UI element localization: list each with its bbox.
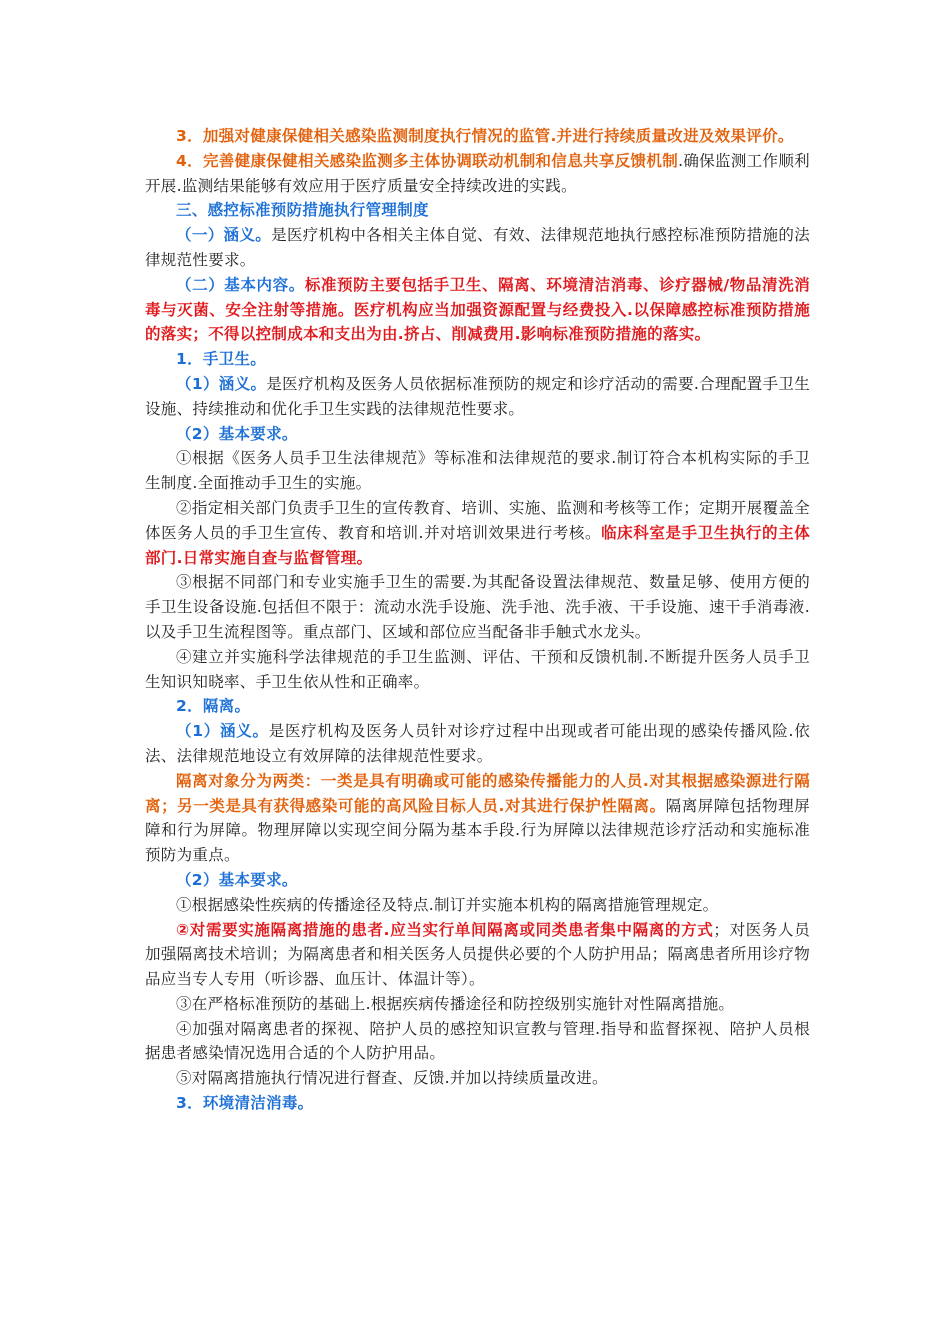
basic-content-label: （二）基本内容。 (176, 275, 305, 294)
isolation-requirement-2 (145, 918, 810, 992)
isolation-objects-body: 隔离屏障包括物理屏障和行为屏障。物理屏障以实现空间分隔为基本手段.行为屏障以法律规范诊疗活动和实施标准预防为重点。 (145, 796, 811, 865)
definition-body: 是医疗机构中各相关主体自觉、有效、法律规范地执行感控标准预防措施的法律规范性要求。 (145, 226, 810, 269)
heading-isolation-requirements: （2）基本要求。 (176, 870, 298, 889)
heading-hand-hygiene: 1．手卫生。 (176, 350, 267, 369)
hand-requirement-3: ③根据不同部门和专业实施手卫生的需要.为其配备设置法律规范、数量足够、使用方便的手卫生设备设施.包括但不限于：流动水洗手设施、洗手池、洗手液、干手设施、速干手消毒液.以及手卫生流程图等。重点部门、区域和部位应当配备非手触式水龙头。 (145, 573, 810, 641)
isolation-definition-label: （1）涵义。 (176, 722, 269, 741)
isolation-requirement-2-body: ；对医务人员加强隔离技术培训；为隔离患者和相关医务人员提供必要的个人防护用品；隔离患者所用诊疗物品应当专人专用（听诊器、血压计、体温计等）。 (145, 920, 810, 989)
hand-requirement-2-highlight: 临床科室是手卫生执行的主体部门.日常实施自查与监督管理。 (145, 523, 810, 567)
hand-requirement-1: ①根据《医务人员手卫生法律规范》等标准和法律规范的要求.制订符合本机构实际的手卫生制度.全面推动手卫生的实施。 (145, 449, 810, 493)
heading-environment-cleaning: 3．环境清洁消毒。 (176, 1094, 314, 1113)
hand-definition-body: 是医疗机构及医务人员依据标准预防的规定和诊疗活动的需要.合理配置手卫生设施、持续推动和优化手卫生实践的法律规范性要求。 (145, 374, 810, 418)
definition-label: （一）涵义。 (176, 226, 272, 245)
heading-isolation: 2．隔离。 (176, 697, 251, 716)
mechanism-body: .确保监测工作顺利开展.监测结果能够有效应用于医疗质量安全持续改进的实践。 (145, 151, 810, 195)
isolation-requirement-3: ③在严格标准预防的基础上.根据疾病传播途径和防控级别实施针对性隔离措施。 (176, 994, 735, 1013)
hand-requirement-2-body: ②指定相关部门负责手卫生的宣传教育、培训、实施、监测和考核等工作；定期开展覆盖全体医务人员的手卫生宣传、教育和培训.并对培训效果进行考核。 (145, 498, 810, 542)
paragraph-isolation-definition (145, 719, 810, 769)
hand-requirement-2 (145, 496, 810, 570)
isolation-requirement-2-highlight: ②对需要实施隔离措施的患者.应当实行单间隔离或同类患者集中隔离的方式 (176, 920, 714, 939)
paragraph-definition (145, 223, 810, 273)
hand-definition-label: （1）涵义。 (176, 374, 267, 393)
isolation-definition-body: 是医疗机构及医务人员针对诊疗过程中出现或者可能出现的感染传播风险.依法、法律规范地设立有效屏障的法律规范性要求。 (145, 722, 810, 765)
paragraph-basic-content (145, 273, 810, 347)
hand-requirement-4: ④建立并实施科学法律规范的手卫生监测、评估、干预和反馈机制.不断提升医务人员手卫生知识知晓率、手卫生依从性和正确率。 (145, 647, 810, 691)
heading-hand-requirements: （2）基本要求。 (176, 424, 298, 443)
isolation-requirement-4: ④加强对隔离患者的探视、陪护人员的感控知识宣教与管理.指导和监督探视、陪护人员根据患者感染情况选用合适的个人防护用品。 (145, 1019, 810, 1063)
document-body (145, 124, 810, 1116)
paragraph-monitoring-supervision: 3．加强对健康保健相关感染监测制度执行情况的监管.并进行持续质量改进及效果评价。 (176, 127, 794, 145)
section-heading-standard-precautions: 三、感控标准预防措施执行管理制度 (176, 201, 429, 220)
paragraph-isolation-objects (145, 769, 810, 868)
basic-content-body: 标准预防主要包括手卫生、隔离、环境清洁消毒、诊疗器械/物品清洗消毒与灭菌、安全注射等措施。医疗机构应当加强资源配置与经费投入.以保障感控标准预防措施的落实；不得以控制成本和支出为由.挤占、削减费用.影响标准预防措施的落实。 (145, 275, 810, 344)
mechanism-highlight: 4．完善健康保健相关感染监测多主体协调联动机制和信息共享反馈机制 (176, 151, 679, 170)
isolation-objects-highlight: 隔离对象分为两类：一类是具有明确或可能的感染传播能力的人员.对其根据感染源进行隔离；另一类是具有获得感染可能的高风险目标人员.对其进行保护性隔离。 (145, 771, 810, 815)
paragraph-monitoring-mechanism (145, 149, 810, 199)
isolation-requirement-1: ①根据感染性疾病的传播途径及特点.制订并实施本机构的隔离措施管理规定。 (176, 895, 719, 914)
isolation-requirement-5: ⑤对隔离措施执行情况进行督查、反馈.并加以持续质量改进。 (176, 1069, 608, 1088)
paragraph-hand-definition (145, 372, 810, 422)
